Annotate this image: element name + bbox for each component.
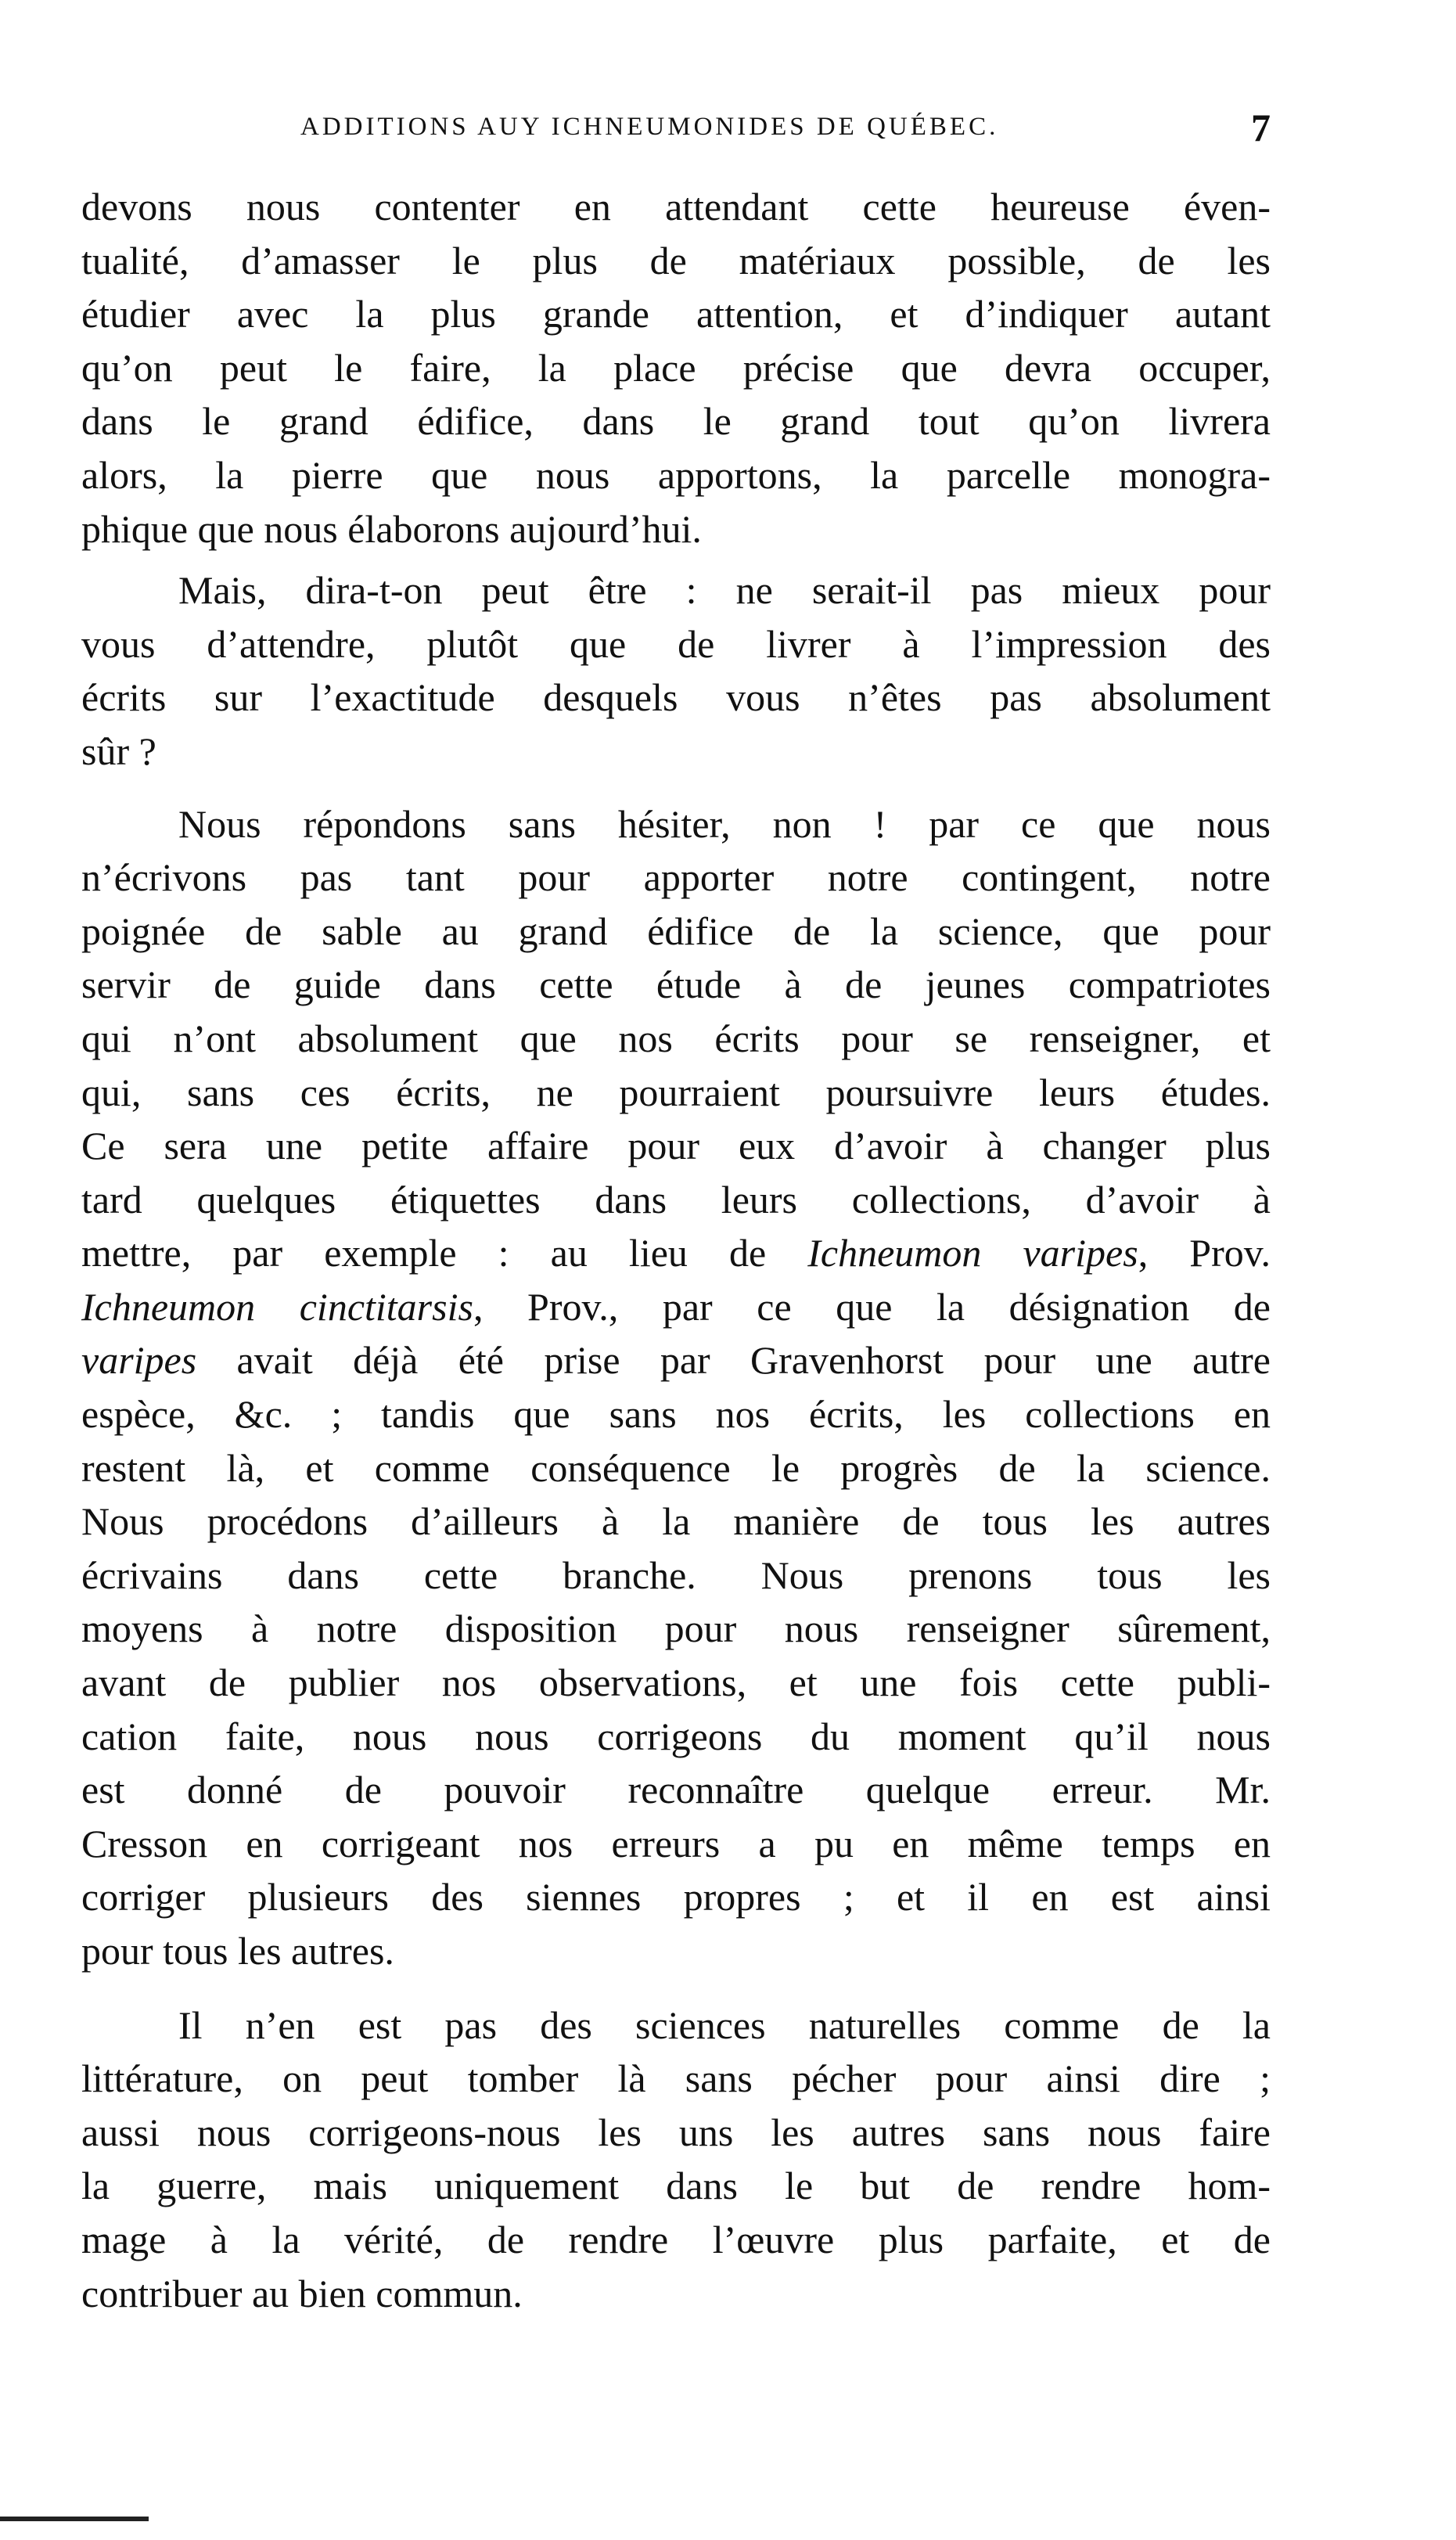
- text-line: tualité, d’amasser le plus de matériaux possible, de les: [81, 238, 1271, 282]
- text-line: vous d’attendre, plutôt que de livrer à l’impression des: [81, 621, 1271, 666]
- text-line: Nous répondons sans hésiter, non ! par ce que nous: [178, 801, 1271, 846]
- text-line: Ce sera une petite affaire pour eux d’avoir à changer plus: [81, 1124, 1271, 1168]
- text-line: varipes avait déjà été prise par Gravenhorst pour une autre: [81, 1338, 1271, 1383]
- text-line: devons nous contenter en attendant cette heureuse éven-: [81, 185, 1271, 228]
- paragraph-4: [81, 1999, 1271, 2321]
- text-line: écrits sur l’exactitude desquels vous n’êtes pas absolument: [81, 675, 1271, 720]
- text-line: moyens à notre disposition pour nous renseigner sûrement,: [81, 1606, 1271, 1651]
- text-line: restent là, et comme conséquence le progrès de la science.: [81, 1445, 1271, 1490]
- bottom-edge-rule: [0, 2517, 149, 2521]
- text-line: n’écrivons pas tant pour apporter notre contingent, notre: [81, 855, 1271, 900]
- text-line: cation faite, nous nous corrigeons du moment qu’il nous: [81, 1714, 1271, 1758]
- text-line: écrivains dans cette branche. Nous prenons tous les: [81, 1552, 1271, 1597]
- text-line: espèce, &c. ; tandis que sans nos écrits, les collections en: [81, 1392, 1271, 1437]
- text-line: Cresson en corrigeant nos erreurs a pu en même temps en: [81, 1821, 1271, 1865]
- body-text: [81, 180, 1271, 2320]
- text-line: contribuer au bien commun.: [81, 2271, 523, 2315]
- paragraph-3: [81, 797, 1271, 1978]
- paragraph-1: [81, 180, 1271, 556]
- text-line: alors, la pierre que nous apportons, la parcelle monogra-: [81, 452, 1271, 497]
- text-line: phique que nous élaborons aujourd’hui.: [81, 506, 702, 551]
- text-line: la guerre, mais uniquement dans le but de rendre hom-: [81, 2164, 1271, 2208]
- page-header: [81, 106, 1271, 157]
- text-line: tard quelques étiquettes dans leurs collections, d’avoir à: [81, 1177, 1271, 1221]
- text-line: avant de publier nos observations, et une fois cette publi-: [81, 1660, 1271, 1705]
- text-line: est donné de pouvoir reconnaître quelque erreur. Mr.: [81, 1768, 1271, 1812]
- text-line: Il n’en est pas des sciences naturelles comme de la: [178, 2002, 1271, 2047]
- paragraph-2: [81, 563, 1271, 778]
- text-line: dans le grand édifice, dans le grand tout qu’on livrera: [81, 399, 1271, 444]
- text-line: Nous procédons d’ailleurs à la manière de tous les autres: [81, 1499, 1271, 1544]
- text-line: mettre, par exemple : au lieu de Ichneumon varipes, Prov.: [81, 1231, 1271, 1275]
- text-line: corriger plusieurs des siennes propres ; et il en est ainsi: [81, 1875, 1271, 1919]
- text-line: littérature, on peut tomber là sans pécher pour ainsi dire ;: [81, 2056, 1271, 2101]
- text-line: mage à la vérité, de rendre l’œuvre plus parfaite, et de: [81, 2217, 1271, 2261]
- running-head: ADDITIONS AUY ICHNEUMONIDES DE QUÉBEC.: [300, 113, 999, 141]
- text-line: qui n’ont absolument que nos écrits pour se renseigner, et: [81, 1016, 1271, 1060]
- text-line: Ichneumon cinctitarsis, Prov., par ce que la désignation de: [81, 1284, 1271, 1329]
- page-number: 7: [1251, 106, 1271, 149]
- text-line: poignée de sable au grand édifice de la science, que pour: [81, 908, 1271, 953]
- text-line: qu’on peut le faire, la place précise que devra occuper,: [81, 345, 1271, 390]
- text-line: Mais, dira-t-on peut être : ne serait-il pas mieux pour: [178, 568, 1271, 613]
- text-line: étudier avec la plus grande attention, et d’indiquer autant: [81, 292, 1271, 336]
- text-line: qui, sans ces écrits, ne pourraient poursuivre leurs études.: [81, 1070, 1271, 1114]
- text-line: pour tous les autres.: [81, 1929, 394, 1973]
- text-line: aussi nous corrigeons-nous les uns les autres sans nous faire: [81, 2110, 1271, 2154]
- text-line: servir de guide dans cette étude à de jeunes compatriotes: [81, 962, 1271, 1007]
- text-line: sûr ?: [81, 729, 156, 773]
